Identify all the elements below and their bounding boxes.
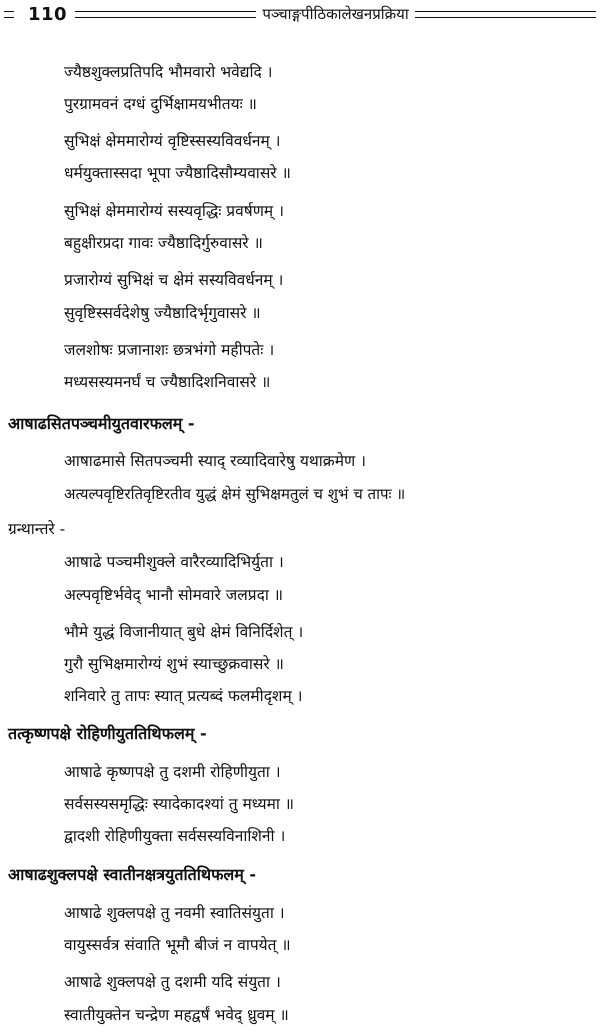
running-header [0, 2, 600, 26]
verse-line: वायुस्सर्वत्र संवाति भूमौ बीजं न वापयेत् ॥ [64, 936, 291, 954]
verse-line: अत्यल्पवृष्टिरतिवृष्टिरतीव युद्धं क्षेमं सुभिक्षमतुलं च शुभं च तापः ॥ [64, 485, 406, 503]
running-title: पञ्चाङ्गपीठिकालेखनप्रक्रिया [262, 5, 409, 23]
section-heading: तत्कृष्णपक्षे रोहिणीयुततिथिफलम् - [8, 724, 207, 743]
section-heading: आषाढशुक्लपक्षे स्वातीनक्षत्रयुततिथिफलम् - [8, 865, 257, 884]
verse-line: सुभिक्षं क्षेममारोग्यं सस्यवृद्धिः प्रवर्षणम् । [64, 202, 284, 220]
verse-line: प्रजारोग्यं सुभिक्षं च क्षेमं सस्यविवर्धनम् । [64, 271, 284, 289]
verse-line: आषाढे शुक्लपक्षे तु दशमी यदि संयुता । [64, 973, 281, 991]
verse-line: आषाढे शुक्लपक्षे तु नवमी स्वातिसंयुता । [64, 904, 285, 922]
verse-line: पुरग्रामवनं दग्धं दुर्भिक्षामयभीतयः ॥ [64, 95, 257, 113]
verse-line: सुभिक्षं क्षेममारोग्यं वृष्टिस्सस्यविवर्धनम् । [64, 132, 281, 150]
verse-line: मध्यसस्यमनर्घं च ज्यैष्ठादिशनिवासरे ॥ [64, 373, 271, 391]
section-heading: आषाढसितपञ्चमीयुतवारफलम् - [8, 414, 195, 433]
verse-line: जलशोषः प्रजानाशः छत्रभंगो महीपतेः । [64, 341, 275, 359]
verse-line: सुवृष्टिस्सर्वदेशेषु ज्यैष्ठादिर्भृगुवासरे ॥ [64, 304, 261, 322]
header-rule-left [75, 11, 256, 18]
verse-line: आषाढे कृष्णपक्षे तु दशमी रोहिणीयुता । [64, 763, 281, 781]
page-number: 110 [28, 3, 68, 25]
verse-line: बहुक्षीरप्रदा गावः ज्यैष्ठादिर्गुरुवासरे ॥ [64, 234, 263, 252]
header-rule-lead [4, 11, 14, 18]
verse-line: सर्वसस्यसमृद्धिः स्यादेकादश्यां तु मध्यमा ॥ [64, 795, 295, 813]
verse-line: ज्यैष्ठशुक्लप्रतिपदि भौमवारो भवेद्यदि । [64, 63, 273, 81]
verse-line: भौमे युद्धं विजानीयात् बुधे क्षेमं विनिर्दिशेत् । [64, 623, 304, 641]
verse-line: स्वातीयुक्तेन चन्द्रेण महद्वर्षं भवेद् ध्रुवम् ॥ [64, 1006, 289, 1024]
verse-line: अल्पवृष्टिर्भवेद् भानौ सोमवारे जलप्रदा ॥ [64, 586, 284, 604]
verse-line: शनिवारे तु तापः स्यात् प्रत्यब्दं फलमीदृशम् । [64, 687, 303, 705]
verse-line: आषाढमासे सितपञ्चमी स्याद् रव्यादिवारेषु यथाक्रमेण । [64, 452, 366, 470]
header-rule-right [415, 11, 596, 18]
verse-line: द्वादशी रोहिणीयुक्ता सर्वसस्यविनाशिनी । [64, 827, 286, 845]
section-subheading: ग्रन्थान्तरे - [8, 520, 66, 538]
verse-line: गुरौ सुभिक्षमारोग्यं शुभं स्याच्छुक्रवासरे ॥ [64, 655, 284, 673]
verse-line: आषाढे पञ्चमीशुक्ले वारैरव्यादिभिर्युता । [64, 553, 284, 571]
verse-line: धर्मयुक्तास्सदा भूपा ज्यैष्ठादिसौम्यवासरे ॥ [64, 164, 291, 182]
